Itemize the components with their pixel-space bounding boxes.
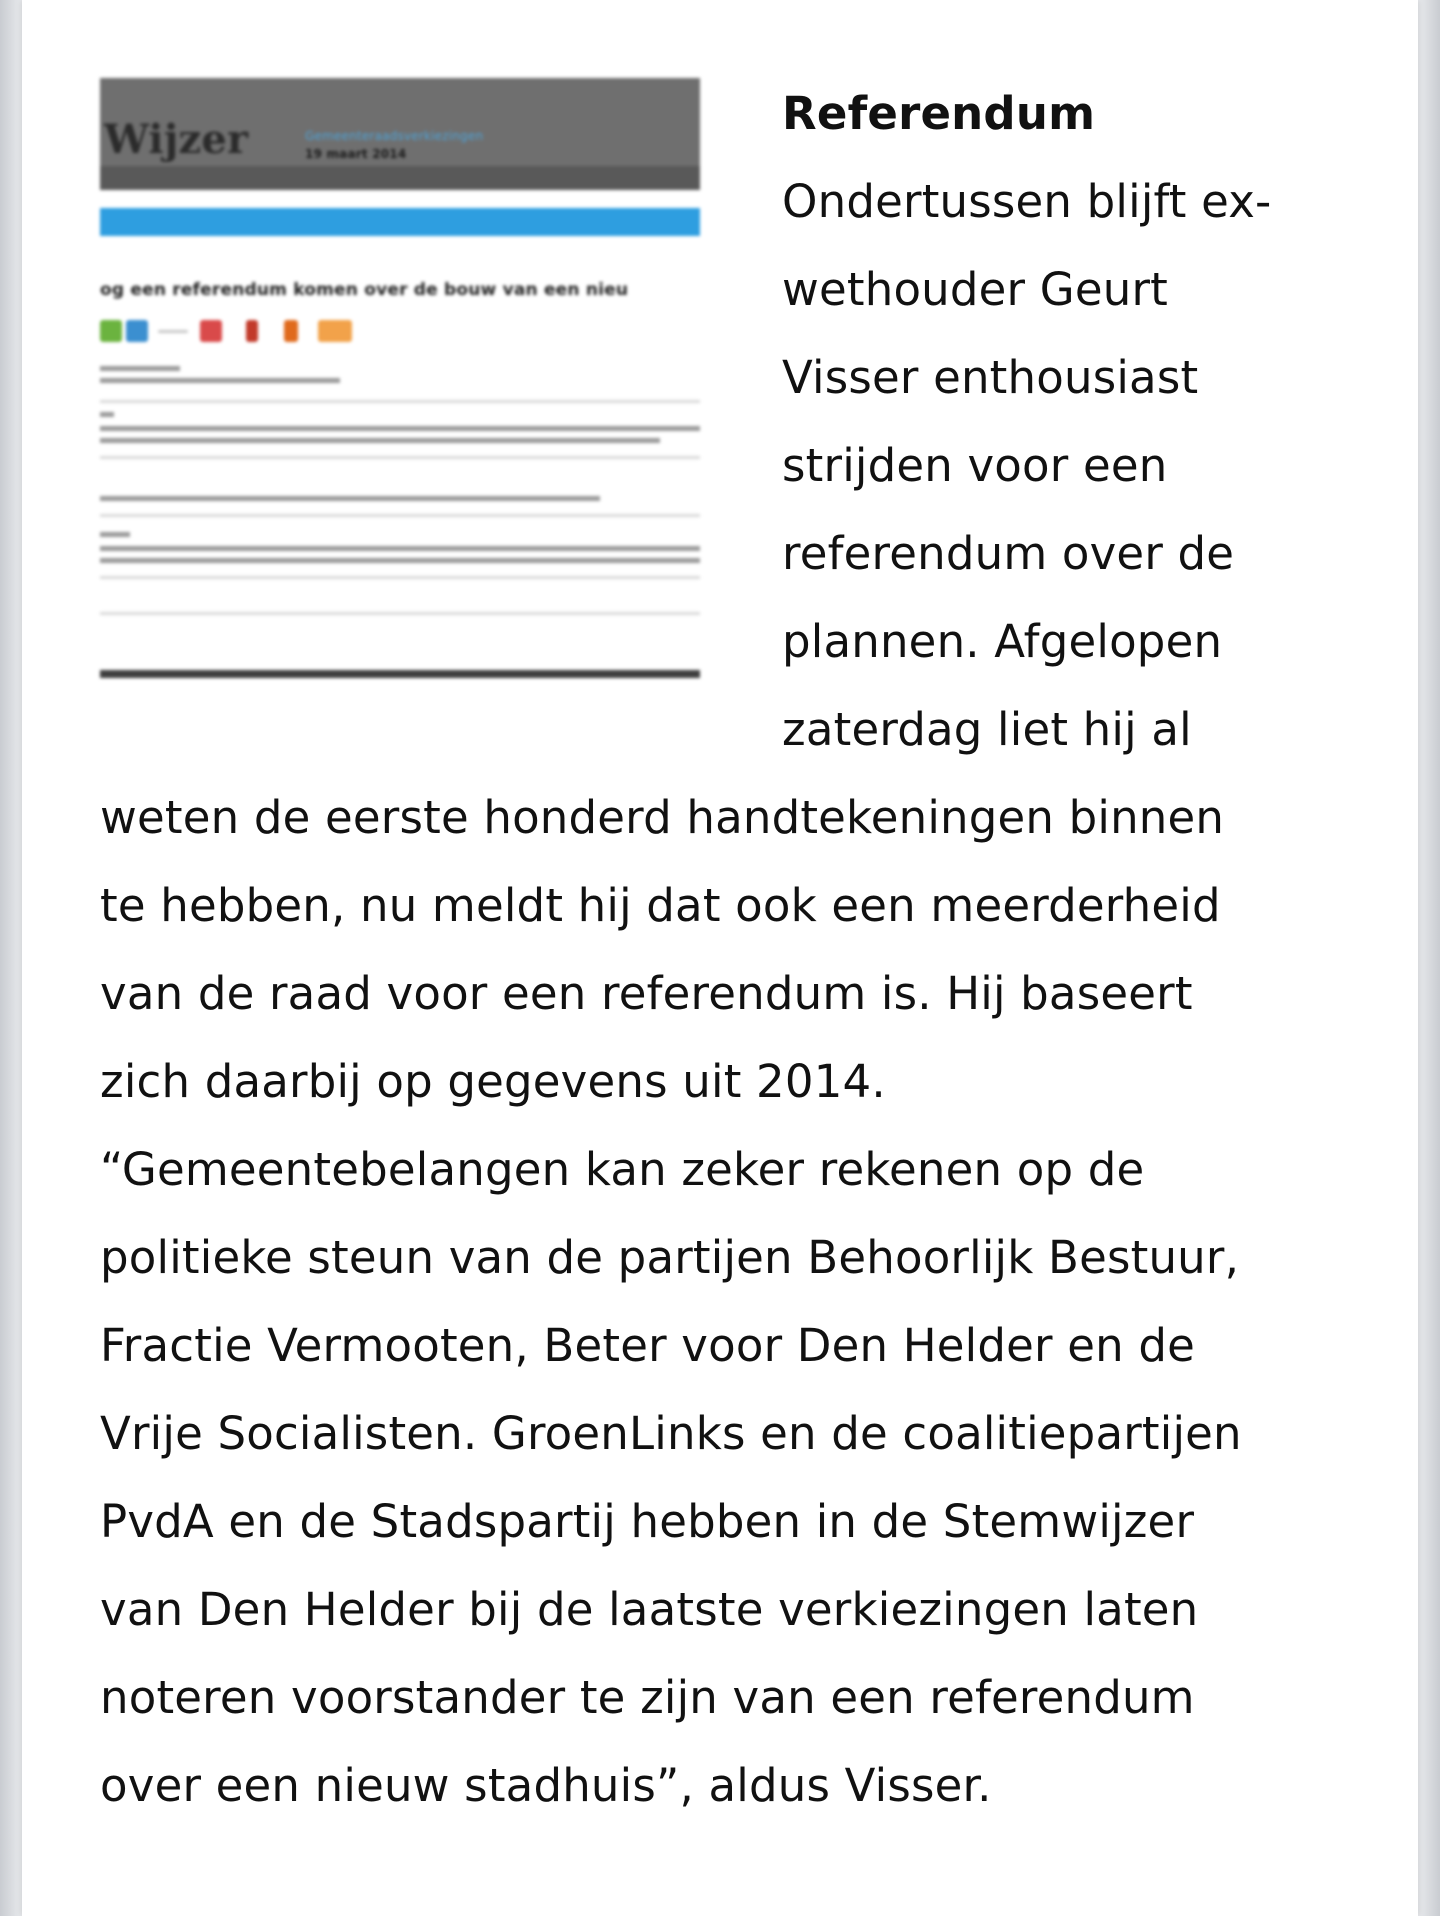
- stemwijzer-screenshot: [100, 78, 700, 678]
- article-page: [22, 0, 1418, 1916]
- article-body: [100, 70, 1370, 1830]
- thumbnail-tabs: [100, 166, 700, 190]
- party-icon: [100, 320, 122, 342]
- paragraph-line: van de raad voor een referendum is. Hij baseert: [100, 967, 1193, 1020]
- paragraph-line: te hebben, nu meldt hij dat ook een meerderheid: [100, 879, 1221, 932]
- party-icon: [200, 320, 222, 342]
- thumbnail-party-icons: [100, 320, 400, 346]
- article-image[interactable]: [100, 78, 700, 686]
- party-icon: [284, 320, 298, 342]
- paragraph-line: zich daarbij op gegevens uit 2014.: [100, 1055, 886, 1108]
- quote-line: Vrije Socialisten. GroenLinks en de coalitiepartijen: [100, 1407, 1242, 1460]
- quote-line: over een nieuw stadhuis”, aldus Visser.: [100, 1759, 992, 1812]
- section-heading: Referendum: [782, 87, 1096, 140]
- party-icon: [126, 320, 148, 342]
- paragraph-line: Ondertussen blijft ex-: [782, 175, 1272, 228]
- paragraph-line: strijden voor een: [782, 439, 1168, 492]
- quote-line: van Den Helder bij de laatste verkiezingen laten: [100, 1583, 1199, 1636]
- thumbnail-header-title: Gemeenteraadsverkiezingen: [305, 129, 484, 143]
- quote-line: Fractie Vermooten, Beter voor Den Helder en de: [100, 1319, 1196, 1372]
- paragraph-line: weten de eerste honderd handtekeningen binnen: [100, 791, 1225, 844]
- party-icon: [158, 330, 188, 333]
- paragraph-line: wethouder Geurt: [782, 263, 1168, 316]
- thumbnail-header-date: 19 maart 2014: [305, 147, 407, 161]
- paragraph-line: referendum over de: [782, 527, 1235, 580]
- party-icon: [246, 320, 258, 342]
- thumbnail-footer-bar: [100, 670, 700, 678]
- thumbnail-question: og een referendum komen over de bouw van een nieu: [100, 280, 629, 300]
- thumbnail-logo: Wijzer: [104, 116, 249, 163]
- paragraph-line: plannen. Afgelopen: [782, 615, 1223, 668]
- paragraph-line: zaterdag liet hij al: [782, 703, 1192, 756]
- quote-line: “Gemeentebelangen kan zeker rekenen op de: [100, 1143, 1145, 1196]
- quote-line: noteren voorstander te zijn van een referendum: [100, 1671, 1195, 1724]
- thumbnail-blue-bar: [100, 208, 700, 236]
- paragraph-line: Visser enthousiast: [782, 351, 1199, 404]
- party-icon: [318, 320, 352, 342]
- quote-line: politieke steun van de partijen Behoorlijk Bestuur,: [100, 1231, 1240, 1284]
- quote-line: PvdA en de Stadspartij hebben in de Stemwijzer: [100, 1495, 1195, 1548]
